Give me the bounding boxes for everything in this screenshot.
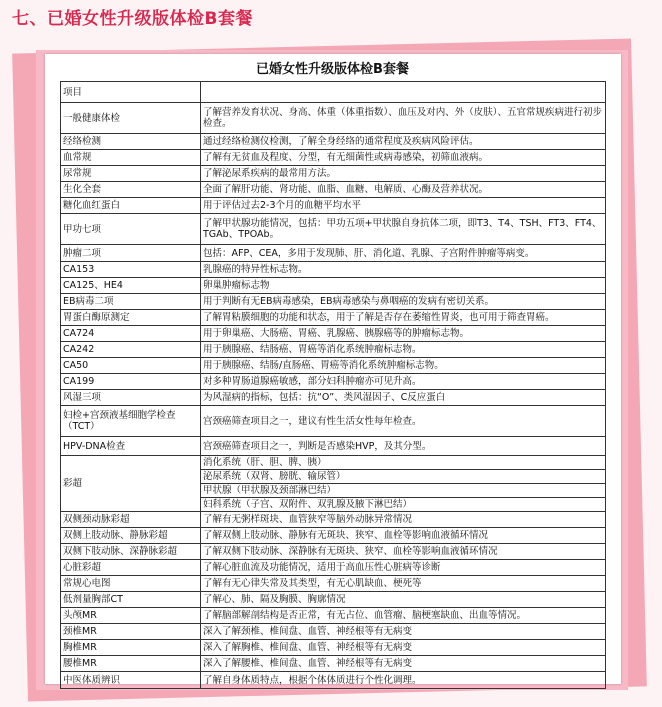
item-cell: 血常规 <box>61 150 201 166</box>
item-cell: 腰椎MR <box>61 656 201 672</box>
item-cell: 肿瘤二项 <box>61 245 201 262</box>
header-desc-cell <box>201 82 606 103</box>
item-cell: HPV-DNA检查 <box>61 437 201 456</box>
desc-cell: 用于卵巢癌、大肠癌、胃癌、乳腺癌、胰腺癌等的肿瘤标志物。 <box>201 326 606 342</box>
desc-cell: 用于评估过去2-3个月的血糖平均水平 <box>201 198 606 214</box>
table-row <box>61 150 606 166</box>
item-cell: 双侧下肢动脉、深静脉彩超 <box>61 544 201 560</box>
table-row <box>61 214 606 245</box>
item-cell: 尿常规 <box>61 166 201 182</box>
desc-cell: 通过经络检测仪检测，了解全身经络的通常程度及疾病风险评估。 <box>201 134 606 150</box>
table-row <box>61 326 606 342</box>
item-cell: 妇检+宫颈液基细胞学检查（TCT） <box>61 406 201 437</box>
item-cell: 风湿三项 <box>61 390 201 406</box>
item-cell: CA242 <box>61 342 201 358</box>
table-title: 已婚女性升级版体检B套餐 <box>256 62 409 77</box>
desc-cell: 用于胰腺癌、结肠/直肠癌、胃癌等消化系统肿瘤标志物。 <box>201 358 606 374</box>
desc-cell: 了解心、肺、隔及胸膜、胸廓情况 <box>201 592 606 608</box>
table-row <box>61 512 606 528</box>
desc-cell: 了解有无心律失常及其类型，有无心肌缺血、梗死等 <box>201 576 606 592</box>
desc-cell: 了解泌尿系疾病的最常用方法。 <box>201 166 606 182</box>
item-cell: 糖化血红蛋白 <box>61 198 201 214</box>
table-row <box>61 640 606 656</box>
table-row <box>61 672 606 689</box>
desc-cell: 了解营养发育状况、身高、体重（体重指数）、血压及对内、外（皮肤）、五官常规疾病进行初步检查。 <box>201 103 606 134</box>
desc-cell: 了解甲状腺功能情况，包括：甲功五项+甲状腺自身抗体二项，即T3、T4、TSH、FT3、FT4、TGAb、TPOAb。 <box>201 214 606 245</box>
desc-cell: 用于胰腺癌、结肠癌、胃癌等消化系统肿瘤标志物。 <box>201 342 606 358</box>
section-heading: 七、已婚女性升级版体检B套餐 <box>12 9 253 29</box>
desc-cell: 了解双侧下肢动脉、深静脉有无斑块、狭窄、血栓等影响血液循环情况 <box>201 544 606 560</box>
desc-cell: 乳腺癌的特异性标志物。 <box>201 262 606 278</box>
header-item-cell: 项目 <box>61 82 201 103</box>
item-cell: EB病毒二项 <box>61 294 201 310</box>
table-row <box>61 560 606 576</box>
desc-cell: 了解有无贫血及程度、分型，有无细菌性或病毒感染，初筛血液病。 <box>201 150 606 166</box>
item-cell: 头颅MR <box>61 608 201 624</box>
desc-cell: 了解有无粥样斑块、血管狭窄等脑外动脉异常情况 <box>201 512 606 528</box>
desc-cell: 了解心脏血流及功能情况，适用于高血压性心脏病等诊断 <box>201 560 606 576</box>
desc-cell: 了解脑部解剖结构是否正常，有无占位、血管瘤、脑梗塞缺血、出血等情况。 <box>201 608 606 624</box>
table-row <box>61 608 606 624</box>
ultrasound-item-cell: 彩超 <box>61 456 201 512</box>
table-row <box>61 166 606 182</box>
item-cell: 低剂量胸部CT <box>61 592 201 608</box>
item-cell: 心脏彩超 <box>61 560 201 576</box>
desc-cell: 对多种胃肠道腺癌敏感，部分妇科肿瘤亦可见升高。 <box>201 374 606 390</box>
ultrasound-line: 甲状腺（甲状腺及颈部淋巴结） <box>201 484 605 498</box>
checkup-package-table <box>60 81 606 689</box>
desc-cell: 宫颈癌筛查项目之一，建议有性生活女性每年检查。 <box>201 406 606 437</box>
ultrasound-row <box>61 456 606 512</box>
desc-cell: 深入了解颈椎、椎间盘、血管、神经根等有无病变 <box>201 624 606 640</box>
item-cell: 胸椎MR <box>61 640 201 656</box>
desc-cell: 为风湿病的指标，包括：抗“O”、类风湿因子、C反应蛋白 <box>201 390 606 406</box>
table-row <box>61 544 606 560</box>
table-row <box>61 342 606 358</box>
table-row <box>61 294 606 310</box>
desc-cell: 卵巢肿瘤标志物 <box>201 278 606 294</box>
ultrasound-line: 消化系统（肝、胆、脾、胰） <box>201 456 605 470</box>
table-row <box>61 374 606 390</box>
item-cell: 双侧颈动脉彩超 <box>61 512 201 528</box>
desc-cell: 了解自身体质特点，根据个体体质进行个性化调理。 <box>201 672 606 689</box>
table-row <box>61 358 606 374</box>
table-row <box>61 576 606 592</box>
table-row <box>61 528 606 544</box>
desc-cell: 了解双侧上肢动脉、静脉有无斑块、狭窄、血栓等影响血液循环情况 <box>201 528 606 544</box>
item-cell: 双侧上肢动脉、静脉彩超 <box>61 528 201 544</box>
item-cell: CA125、HE4 <box>61 278 201 294</box>
ultrasound-line: 泌尿系统（双肾、膀胱、输尿管） <box>201 470 605 484</box>
desc-cell: 用于判断有无EB病毒感染，EB病毒感染与鼻咽癌的发病有密切关系。 <box>201 294 606 310</box>
table-row <box>61 310 606 326</box>
table-row <box>61 198 606 214</box>
table-row <box>61 406 606 437</box>
item-cell: CA153 <box>61 262 201 278</box>
item-cell: 颈椎MR <box>61 624 201 640</box>
table-row <box>61 103 606 134</box>
item-cell: 生化全套 <box>61 182 201 198</box>
item-cell: 一般健康体检 <box>61 103 201 134</box>
desc-cell: 全面了解肝功能、肾功能、血脂、血糖、电解质、心酶及营养状况。 <box>201 182 606 198</box>
table-row <box>61 134 606 150</box>
item-cell: 常规心电图 <box>61 576 201 592</box>
item-cell: 经络检测 <box>61 134 201 150</box>
desc-cell: 宫颈癌筛查项目之一，判断是否感染HVP，及其分型。 <box>201 437 606 456</box>
item-cell: CA50 <box>61 358 201 374</box>
item-cell: 胃蛋白酶原测定 <box>61 310 201 326</box>
table-row <box>61 182 606 198</box>
table-header-row <box>61 82 606 103</box>
table-row <box>61 262 606 278</box>
table-row <box>61 390 606 406</box>
table-row <box>61 437 606 456</box>
ultrasound-desc-cell <box>201 456 606 512</box>
item-cell: 甲功七项 <box>61 214 201 245</box>
table-row <box>61 624 606 640</box>
item-cell: CA199 <box>61 374 201 390</box>
item-cell: 中医体质辨识 <box>61 672 201 689</box>
ultrasound-line: 妇科系统（子宫、双附件、双乳腺及腋下淋巴结） <box>203 499 413 510</box>
table-row <box>61 278 606 294</box>
desc-cell: 了解胃粘膜细胞的功能和状态，用于了解是否存在萎缩性胃炎，也可用于筛查胃癌。 <box>201 310 606 326</box>
desc-cell: 深入了解腰椎、椎间盘、血管、神经根等有无病变 <box>201 656 606 672</box>
table-row <box>61 245 606 262</box>
desc-cell: 包括：AFP、CEA，多用于发现肺、肝、消化道、乳腺、子宫附件肿瘤等病变。 <box>201 245 606 262</box>
desc-cell: 深入了解胸椎、椎间盘、血管、神经根等有无病变 <box>201 640 606 656</box>
item-cell: CA724 <box>61 326 201 342</box>
table-row <box>61 656 606 672</box>
table-row <box>61 592 606 608</box>
